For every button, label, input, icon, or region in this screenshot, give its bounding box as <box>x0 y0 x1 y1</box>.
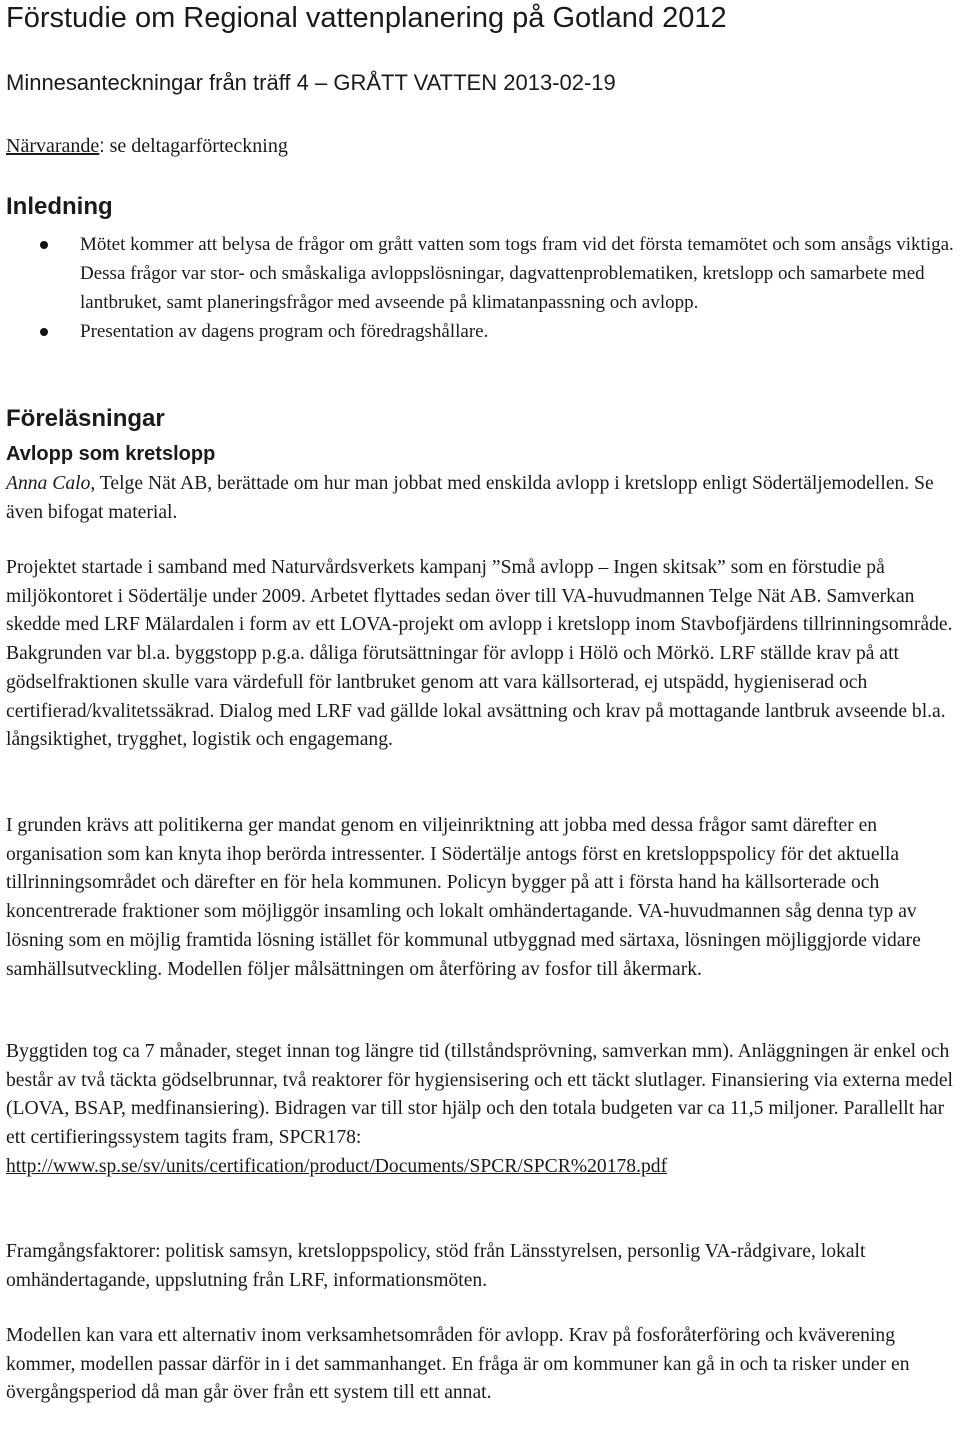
attendance-label: Närvarande <box>6 135 100 157</box>
document-subtitle: Minnesanteckningar från träff 4 – GRÅTT VATTEN 2013-02-19 <box>6 70 616 95</box>
bullet-dot-icon <box>40 328 48 336</box>
paragraph-construction-text: Byggtiden tog ca 7 månader, steget innan tog längre tid (tillståndsprövning, samverkan mm). Anläggningen är enkel och består av två täckta gödselbrunnar, två reaktorer för hygiensisering och ett täckt slutlager. Finansiering via externa medel (LOVA, BSAP, medfinansiering). Bidragen var till stor hjälp och den totala budgeten var ca 11,5 miljoner. Parallellt har ett certifieringssystem tagits fram, SPCR178: <box>6 1041 953 1149</box>
paragraph-success-factors: Framgångsfaktorer: politisk samsyn, kretsloppspolicy, stöd från Länsstyrelsen, personlig VA-rådgivare, lokalt omhändertagande, uppslutning från LRF, informationsmöten. <box>6 1241 866 1291</box>
paragraph-project: Projektet startade i samband med Naturvårdsverkets kampanj ”Små avlopp – Ingen skitsak” som en förstudie på miljökontoret i Södertälje under 2009. Arbetet flyttades sedan över till VA-huvudmannen Telge Nät AB. Samverkan skedde med LRF Mälardalen i form av ett LOVA-projekt om avlopp i kretslopp inom Stavbofjärdens tillrinningsområde. Bakgrunden var bl.a. byggstopp p.g.a. dåliga förutsättningar för avlopp i Hölö och Mörkö. LRF ställde krav på att gödselfraktionen skulle vara värdefull för lantbruket genom att vara källsorterad, ej utspädd, hygieniserad och certifierad/kvalitetssäkrad. Dialog med LRF vad gällde lokal avsättning och krav på mottagande lantbruk avseende bl.a. långsiktighet, trygghet, logistik och engagemang. <box>6 557 953 751</box>
document-title: Förstudie om Regional vattenplanering på Gotland 2012 <box>6 2 727 34</box>
speaker-paragraph <box>6 470 960 527</box>
attendance-colon: : <box>99 136 105 157</box>
paragraph-policy: I grunden krävs att politikerna ger mandat genom en viljeinriktning att jobba med dessa frågor samt därefter en organisation som kan knyta ihop berörda intressenter. I Södertälje antogs först en kretsloppspolicy för det aktuella tillrinningsområdet och därefter en för hela kommunen. Policyn bygger på att i första hand ha källsorterade och koncentrerade fraktioner som möjliggör insamling och lokalt omhändertagande. VA-huvudmannen såg denna typ av lösning som en möjlig framtida lösning istället för kommunal utbyggnad med särtaxa, lösningen möjliggjorde vidare samhällsutveckling. Modellen följer målsättningen om återföring av fosfor till åkermark. <box>6 815 921 980</box>
intro-heading: Inledning <box>6 193 113 220</box>
lecture-subheading: Avlopp som kretslopp <box>6 443 216 465</box>
intro-bullet-2-text: Presentation av dagens program och föredragshållare. <box>80 321 489 342</box>
attendance-line <box>6 132 288 161</box>
paragraph-model: Modellen kan vara ett alternativ inom verksamhetsområden för avlopp. Krav på fosforåterföring och kväverening kommer, modellen passar därför in i det sammanhanget. En fråga är om kommuner kan gå in och ta risker under en övergångsperiod då man går över från ett system till ett annat. <box>6 1325 910 1404</box>
spcr-link[interactable]: http://www.sp.se/sv/units/certification/product/Documents/SPCR/SPCR%20178.pdf <box>6 1155 668 1177</box>
intro-bullet-1 <box>0 230 960 317</box>
intro-bullet-1-text: Mötet kommer att belysa de frågor om grått vatten som togs fram vid det första temamötet och som ansågs viktiga. Dessa frågor var stor- och småskaliga avloppslösningar, dagvattenproblematiken, kretslopp och samarbete med lantbruket, samt planeringsfrågor med avseende på klimatanpassning och avlopp. <box>80 234 954 313</box>
speaker-paragraph-text: , Telge Nät AB, berättade om hur man jobbat med enskilda avlopp i kretslopp enligt Södertäljemodellen. Se även bifogat material. <box>6 473 934 523</box>
paragraph-construction <box>6 1038 960 1182</box>
lectures-heading: Föreläsningar <box>6 405 165 432</box>
intro-bullet-list <box>0 230 960 346</box>
intro-bullet-2 <box>0 317 960 346</box>
speaker-name: Anna Calo <box>6 473 91 494</box>
attendance-value: se deltagarförteckning <box>104 135 288 157</box>
bullet-dot-icon <box>40 241 48 249</box>
